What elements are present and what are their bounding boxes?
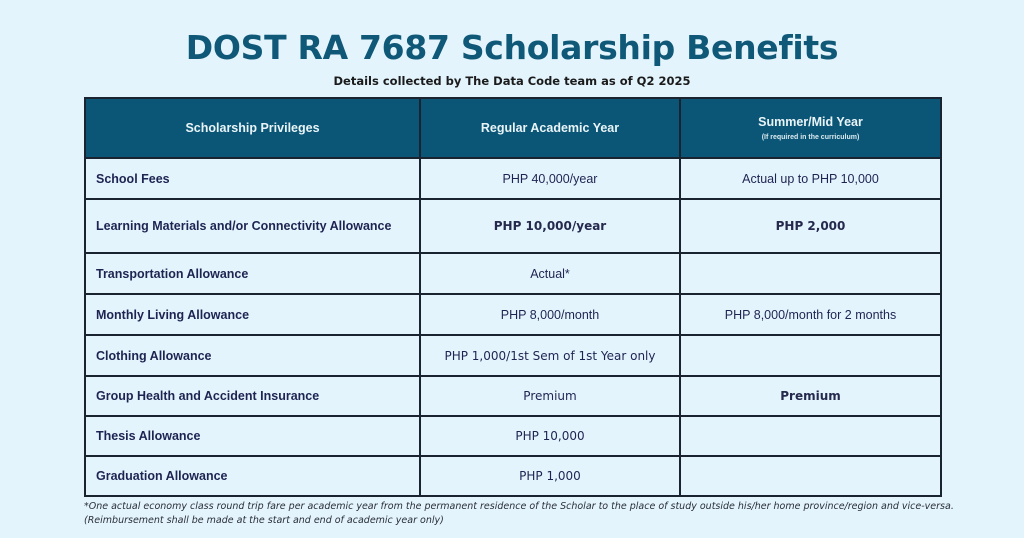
privilege-cell: School Fees [85, 158, 420, 199]
summer-value-cell [680, 416, 941, 456]
column-header-privileges [85, 98, 420, 158]
regular-value-cell: PHP 40,000/year [420, 158, 680, 199]
summer-value-cell [680, 335, 941, 376]
regular-value-cell: Premium [420, 376, 680, 416]
table-row [85, 294, 941, 335]
column-header-label: Scholarship Privileges [185, 121, 320, 135]
privilege-cell: Monthly Living Allowance [85, 294, 420, 335]
privilege-cell: Learning Materials and/or Connectivity Allowance [85, 199, 420, 253]
page-subtitle: Details collected by The Data Code team as of Q2 2025 [333, 74, 691, 88]
privilege-cell: Transportation Allowance [85, 253, 420, 294]
table-row [85, 416, 941, 456]
table-row [85, 335, 941, 376]
table-row [85, 376, 941, 416]
summer-value-cell: Premium [680, 376, 941, 416]
column-header-label: Regular Academic Year [480, 121, 620, 135]
privilege-cell: Group Health and Accident Insurance [85, 376, 420, 416]
regular-value-cell: PHP 10,000 [420, 416, 680, 456]
page-title: DOST RA 7687 Scholarship Benefits [185, 28, 839, 67]
privilege-cell: Graduation Allowance [85, 456, 420, 496]
privilege-cell: Clothing Allowance [85, 335, 420, 376]
table-row [85, 158, 941, 199]
column-header-regular [420, 98, 680, 158]
column-header-label: Summer/Mid Year [758, 115, 863, 129]
regular-value-cell: PHP 1,000/1st Sem of 1st Year only [420, 335, 680, 376]
regular-value-cell: PHP 1,000 [420, 456, 680, 496]
table-header-row [85, 98, 941, 158]
column-header-note: (If required in the curriculum) [761, 134, 860, 141]
column-header-summer [680, 98, 941, 158]
summer-value-cell: Actual up to PHP 10,000 [680, 158, 941, 199]
regular-value-cell: PHP 8,000/month [420, 294, 680, 335]
regular-value-cell: PHP 10,000/year [420, 199, 680, 253]
summer-value-cell: PHP 8,000/month for 2 months [680, 294, 941, 335]
benefits-table [84, 97, 942, 497]
footnote: *One actual economy class round trip fare per academic year from the permanent residence of the Scholar to the place of study outside his/her home province/region and vice-versa. (Reimbursement shall be made at the start and end of academic year only) [84, 501, 954, 526]
table-row [85, 199, 941, 253]
regular-value-cell: Actual* [420, 253, 680, 294]
summer-value-cell [680, 253, 941, 294]
privilege-cell: Thesis Allowance [85, 416, 420, 456]
table-row [85, 253, 941, 294]
summer-value-cell: PHP 2,000 [680, 199, 941, 253]
summer-value-cell [680, 456, 941, 496]
table-row [85, 456, 941, 496]
